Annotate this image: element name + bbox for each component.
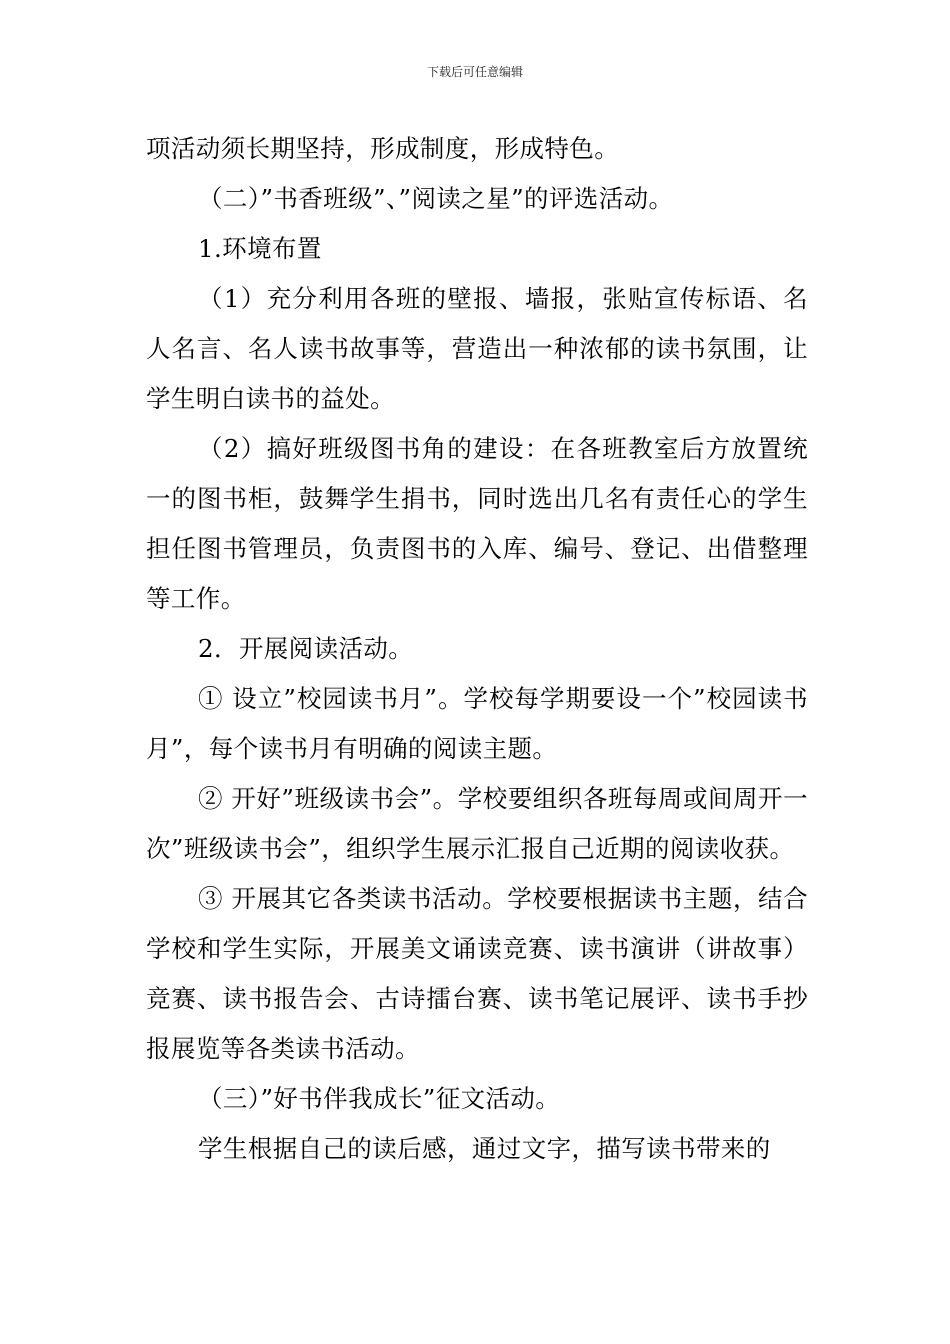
paragraph-item-1: （1）充分利用各班的壁报、墙报，张贴宣传标语、名人名言、名人读书故事等，营造出一种浓郁的读书氛围，让学生明白读书的益处。 — [146, 284, 808, 413]
paragraph-other-activities: ③ 开展其它各类读书活动。学校要根据读书主题，结合学校和学生实际，开展美文诵读竞赛、读书演讲（讲故事）竞赛、读书报告会、古诗擂台赛、读书笔记展评、读书手抄报展览等各类读书活动。 — [146, 884, 808, 1063]
subheading-environment: 1.环境布置 — [198, 234, 322, 263]
page-header: 下载后可任意编辑 — [426, 65, 523, 79]
paragraph-reading-month: ① 设立”校园读书月”。学校每学期要设一个”校园读书月”，每个读书月有明确的阅读主题。 — [146, 684, 808, 763]
paragraph-continuation: 项活动须长期坚持，形成制度，形成特色。 — [146, 134, 620, 163]
paragraph-essay: 学生根据自己的读后感，通过文字，描写读书带来的 — [198, 1134, 771, 1163]
section-heading-2: （二）”书香班级”、”阅读之星”的评选活动。 — [198, 184, 674, 213]
document-body — [146, 124, 808, 1174]
paragraph-item-2: （2）搞好班级图书角的建设：在各班教室后方放置统一的图书柜，鼓舞学生捐书，同时选出几名有责任心的学生担任图书管理员，负责图书的入库、编号、登记、出借整理等工作。 — [146, 434, 808, 613]
subheading-reading-activities: 2．开展阅读活动。 — [198, 634, 414, 663]
section-heading-3: （三）”好书伴我成长”征文活动。 — [198, 1084, 561, 1113]
paragraph-class-reading-club: ② 开好”班级读书会”。学校要组织各班每周或间周开一次”班级读书会”，组织学生展示汇报自己近期的阅读收获。 — [146, 784, 808, 863]
